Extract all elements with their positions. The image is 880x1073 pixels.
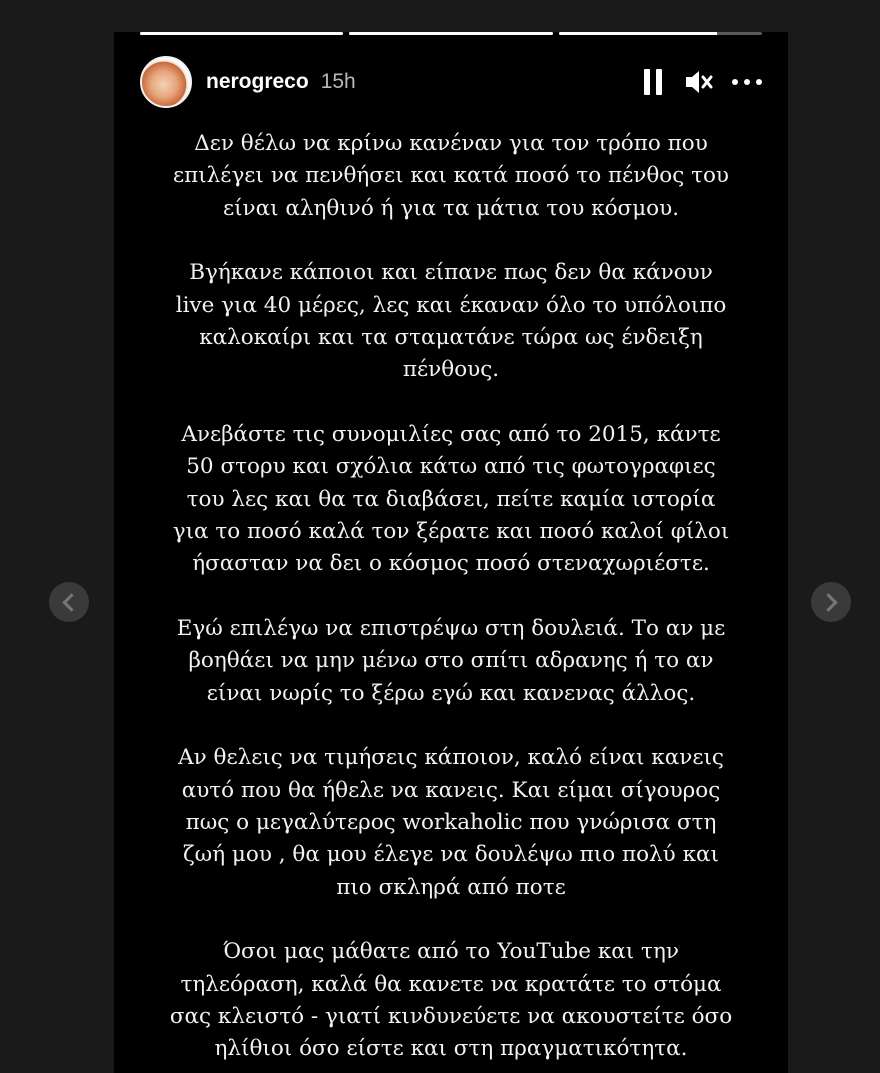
story-header xyxy=(140,54,762,110)
volume-mute-icon xyxy=(684,69,714,95)
story-controls xyxy=(644,69,762,95)
story-paragraph: Ανεβάστε τις συνομιλίες σας από το 2015, κάντε 50 στορυ και σχόλια κάτω από τις φωτογραφιες του λες και θα τα διαβάσει, πείτε καμία ιστορία για το ποσό καλά τον ξέρατε και ποσό καλοί φίλοι ήσασταν να δει ο κόσμος ποσό στεναχωριέστε. xyxy=(172,421,730,577)
mute-button[interactable] xyxy=(684,69,714,95)
pause-button[interactable] xyxy=(644,69,666,95)
post-time: 15h xyxy=(320,70,356,93)
more-options-icon xyxy=(732,79,762,85)
username[interactable]: nerogreco xyxy=(206,70,309,93)
pause-icon xyxy=(644,69,666,95)
previous-story-button[interactable] xyxy=(49,582,89,622)
avatar[interactable] xyxy=(140,56,192,108)
chevron-left-icon xyxy=(62,593,80,611)
story-paragraph: Όσοι μας μάθατε από το YouTube και την τηλεόραση, καλά θα κανετε να κρατάτε το στόμα σας κλειστό - γιατί κινδυνεύετε να ακουστείτε όσο ηλίθιοι όσο είστε και στη πραγματικότητα. xyxy=(169,939,733,1062)
more-options-button[interactable] xyxy=(732,79,762,85)
story-paragraph: Δεν θέλω να κρίνω κανέναν για τον τρόπο που επιλέγει να πενθήσει και κατά ποσό το πένθος του είναι αληθινό ή για τα μάτια του κόσμου. xyxy=(172,131,730,221)
story-paragraph: Αν θελεις να τιμήσεις κάποιον, καλό είναι κανεις αυτό που θα ήθελε να κανεις. Και είμαι σίγουρος πως ο μεγαλύτερος workaholic που γνώρισα στη ζωή μου , θα μου έλεγε να δουλέψω πιο πολύ και πιο σκληρά από ποτε xyxy=(178,745,724,900)
story-paragraph: Εγώ επιλέγω να επιστρέψω στη δουλειά. Το αν με βοηθάει να μην μένω στο σπίτι αδρανης ή το αν είναι νωρίς το ξέρω εγώ και κανενας άλλος. xyxy=(176,615,726,706)
chevron-right-icon xyxy=(819,593,837,611)
story-paragraph: Βγήκανε κάποιοι και είπανε πως δεν θα κάνουν live για 40 μέρες, λες και έκαναν όλο το υπόλοιπο καλοκαίρι και τα σταματάνε τώρα ως ένδειξη πένθους. xyxy=(175,260,727,383)
story-progress-bar xyxy=(140,32,762,35)
next-story-button[interactable] xyxy=(811,582,851,622)
progress-segment xyxy=(140,32,343,35)
progress-segment xyxy=(349,32,552,35)
progress-segment xyxy=(559,32,762,35)
story-text xyxy=(134,128,768,1073)
story-viewer xyxy=(114,32,788,1073)
